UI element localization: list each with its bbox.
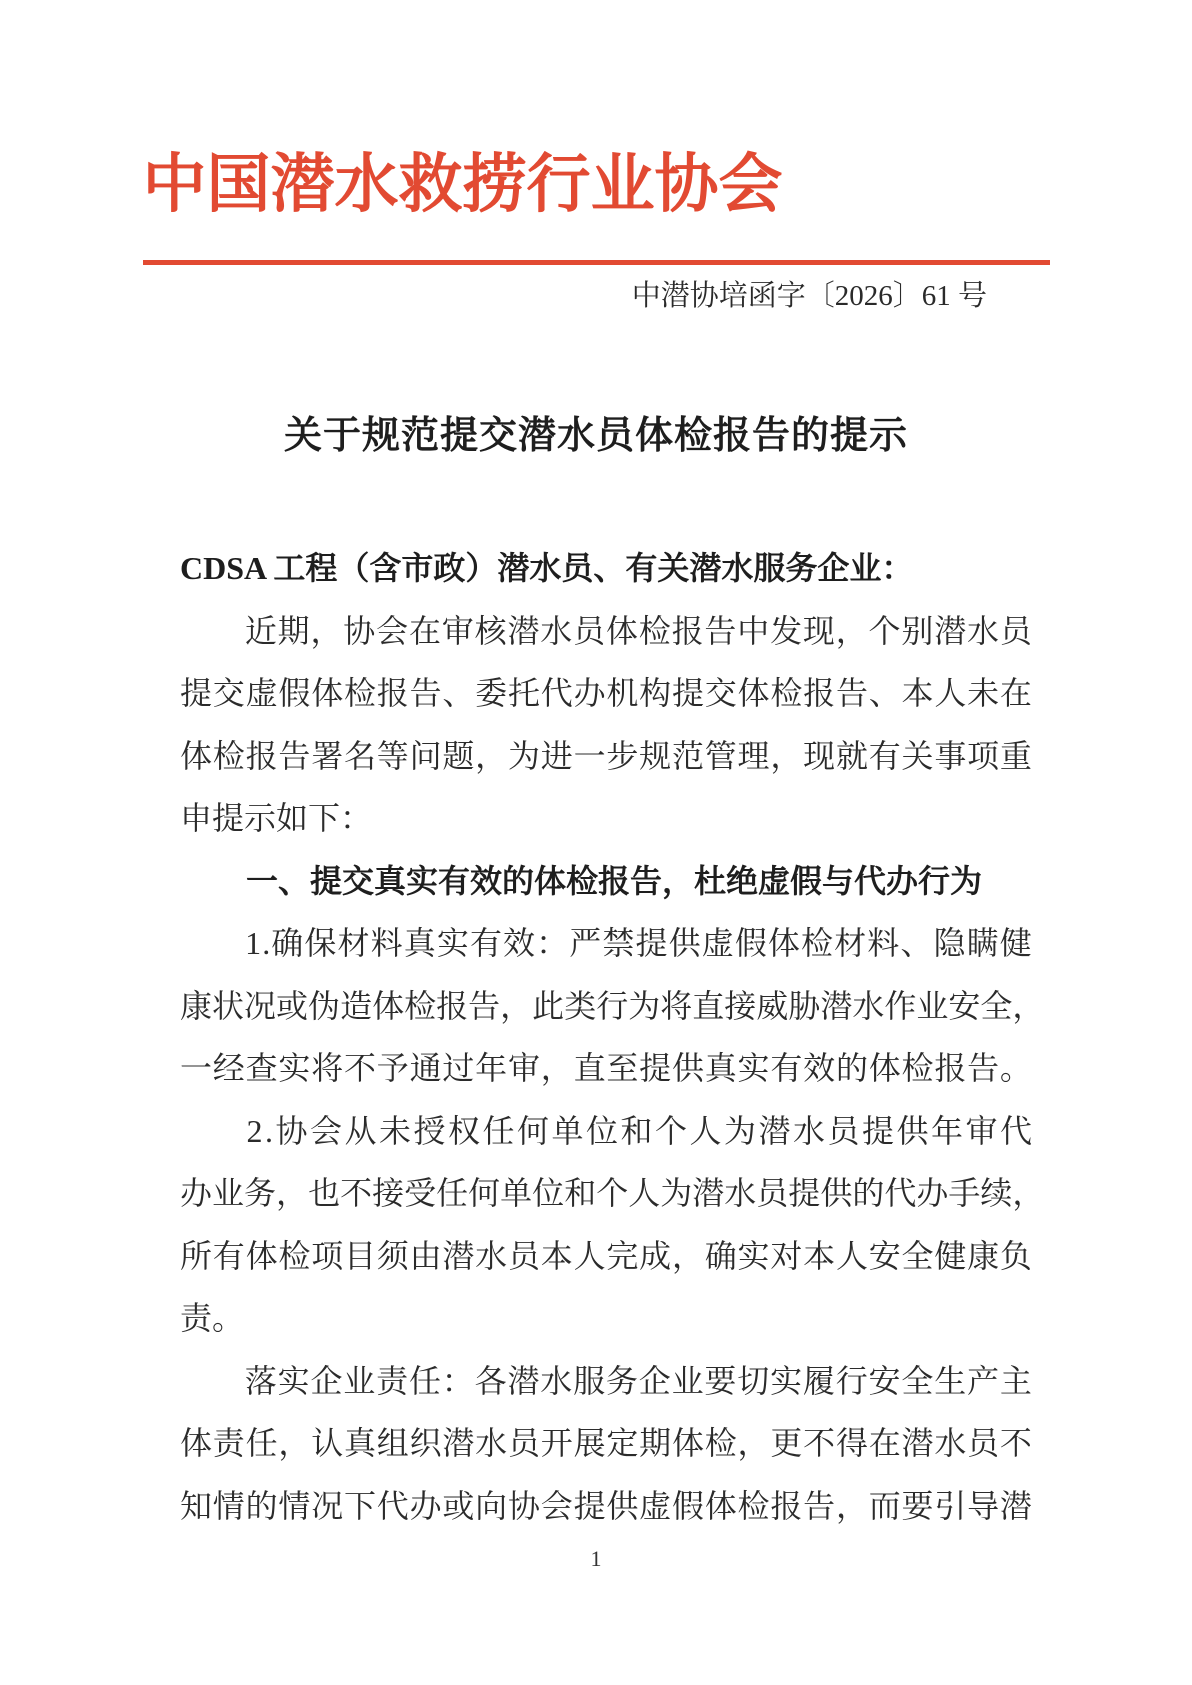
org-name: 中国潜水救捞行业协会	[142, 149, 783, 220]
body-line: 落 实 企 业 责 任 ： 各 潜 水 服 务 企 业 要 切 实 履 行 安 全 生 产 主	[244, 1362, 1032, 1399]
body-line: 申提示如下：	[180, 800, 373, 836]
body-line: 体 检 报 告 署 名 等 问 题 ， 为 进 一 步 规 范 管 理 ， 现 就 有 关 事 项 重	[180, 737, 1032, 774]
body-line: 所 有 体 检 项 目 须 由 潜 水 员 本 人 完 成 ， 确 实 对 本 人 安 全 健 康 负	[180, 1237, 1032, 1274]
body-line: 办 业 务 ， 也 不 接 受 任 何 单 位 和 个 人 为 潜 水 员 提 供 的 代 办 手 续 ，	[180, 1175, 1045, 1211]
body-line: 2 . 协 会 从 未 授 权 任 何 单 位 和 个 人 为 潜 水 员 提 供 年 审 代	[246, 1112, 1032, 1149]
salutation-line: CDSA 工程（含市政）潜水员、有关潜水服务企业：	[180, 550, 914, 586]
body-line: 责。	[180, 1300, 245, 1336]
body-line: 一 经 查 实 将 不 予 通 过 年 审 ， 直 至 提 供 真 实 有 效 的 体 检 报 告 。	[180, 1050, 1032, 1086]
page-number: 1	[590, 1546, 602, 1571]
document-title: 关于规范提交潜水员体检报告的提示	[283, 415, 908, 457]
body-line: 提 交 虚 假 体 检 报 告 、 委 托 代 办 机 构 提 交 体 检 报 告 、 本 人 未 在	[180, 675, 1032, 711]
document-body	[180, 537, 1045, 1537]
section-heading-line: 一、提交真实有效的体检报告，杜绝虚假与代办行为	[246, 862, 983, 899]
body-line: 1 . 确 保 材 料 真 实 有 效 ： 严 禁 提 供 虚 假 体 检 材 料 、 隐 瞒 健	[245, 925, 1032, 961]
letterhead	[0, 150, 1192, 314]
letterhead-rule	[143, 260, 1050, 265]
body-line: 康 状 况 或 伪 造 体 检 报 告 ， 此 类 行 为 将 直 接 威 胁 潜 水 作 业 安 全 ，	[180, 987, 1045, 1024]
body-line: 近 期 ， 协 会 在 审 核 潜 水 员 体 检 报 告 中 发 现 ， 个 别 潜 水 员	[244, 612, 1032, 649]
body-line: 体 责 任 ， 认 真 组 织 潜 水 员 开 展 定 期 体 检 ， 更 不 得 在 潜 水 员 不	[180, 1425, 1032, 1461]
body-line: 知 情 的 情 况 下 代 办 或 向 协 会 提 供 虚 假 体 检 报 告 ， 而 要 引 导 潜	[180, 1487, 1032, 1524]
doc-number: 中潜协培函字〔2026〕61 号	[631, 280, 987, 312]
